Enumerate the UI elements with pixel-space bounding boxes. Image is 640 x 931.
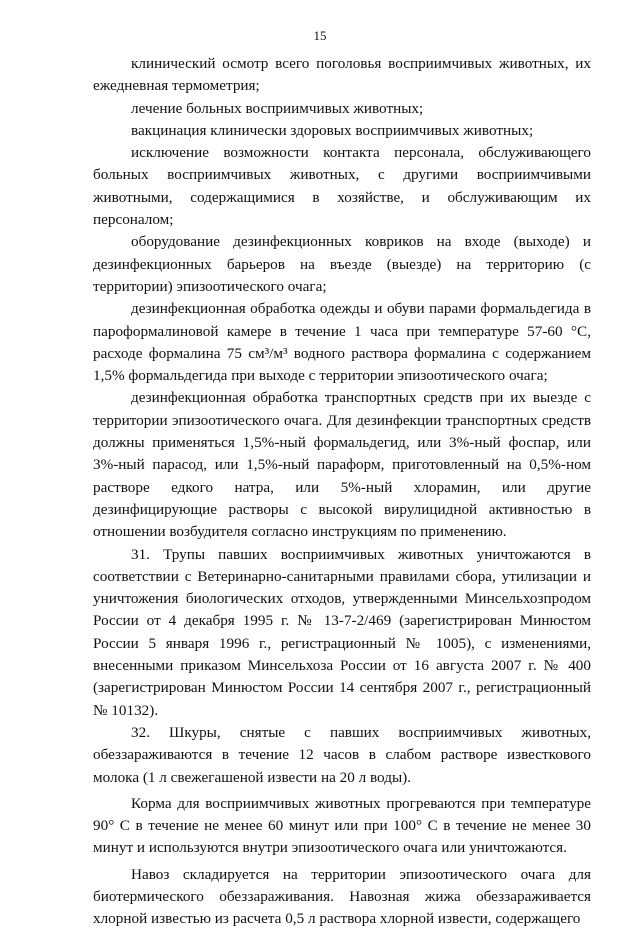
paragraph-feed: Корма для восприимчивых животных прогреваются при температуре 90° С в течение не менее 60 минут или при 100° С в течение не менее 30 минут и используются внутри эпизоотического очага или уничтожаются. [93,794,591,857]
paragraph-treatment: лечение больных восприимчивых животных; [131,99,424,117]
paragraph-vehicle-disinfection: дезинфекционная обработка транспортных средств при их выезде с территории эпизоотического очага. Для дезинфекции транспортных средств должны применяться 1,5%-ный формальдегид, или 3%-ный фоспар, или 3%-ный парасод, или 1,5%-ный параформ, приготовленный на 0,5%-ном растворе едкого натра, или 5%-ный хлорамин, или другие дезинфицирующие растворы с высокой вирулицидной активностью в отношении возбудителя согласно инструкциям по применению. [93,389,591,541]
paragraph-inspection: клинический осмотр всего поголовья восприимчивых животных, их ежедневная термометрия; [93,55,591,95]
paragraph-contact-exclusion: исключение возможности контакта персонала, обслуживающего больных восприимчивых животных, с другими восприимчивыми животными, содержащимися в хозяйстве, и обслуживающим их персоналом; [93,144,591,229]
document-body [93,53,591,931]
paragraph-clothing-disinfection: дезинфекционная обработка одежды и обуви парами формальдегида в пароформалиновой камере в течение 1 часа при температуре 57-60 °С, расходе формалина 75 см³/м³ водного раствора формалина с содержанием 1,5% формальдегида при выходе с территории эпизоотического очага; [93,300,591,385]
page-number: 15 [313,28,327,43]
paragraph-manure: Навоз складируется на территории эпизоотического очага для биотермического обеззараживания. Навозная жижа обеззараживается хлорной известью из расчета 0,5 л раствора хлорной извести, содержащего [93,865,591,928]
paragraph-32-hides: 32. Шкуры, снятые с павших восприимчивых животных, обеззараживаются в течение 12 часов в слабом растворе известкового молока (1 л свежегашеной извести на 20 л воды). [93,723,591,786]
paragraph-disinfection-mats: оборудование дезинфекционных ковриков на входе (выходе) и дезинфекционных барьеров на въезде (выезде) на территорию (с территории) эпизоотического очага; [93,233,591,295]
paragraph-vaccination: вакцинация клинически здоровых восприимчивых животных; [131,121,534,139]
paragraph-31-carcasses: 31. Трупы павших восприимчивых животных уничтожаются в соответствии с Ветеринарно-санитарными правилами сбора, утилизации и уничтожения биологических отходов, утвержденными Минсельхозпродом России от 4 декабря 1995 г. № 13-7-2/469 (зарегистрирован Минюстом России 5 января 1996 г., регистрационный № 1005), с изменениями, внесенными приказом Минсельхоза России от 16 августа 2007 г. № 400 (зарегистрирован Минюстом России 14 сентября 2007 г., регистрационный № 10132). [93,545,591,719]
